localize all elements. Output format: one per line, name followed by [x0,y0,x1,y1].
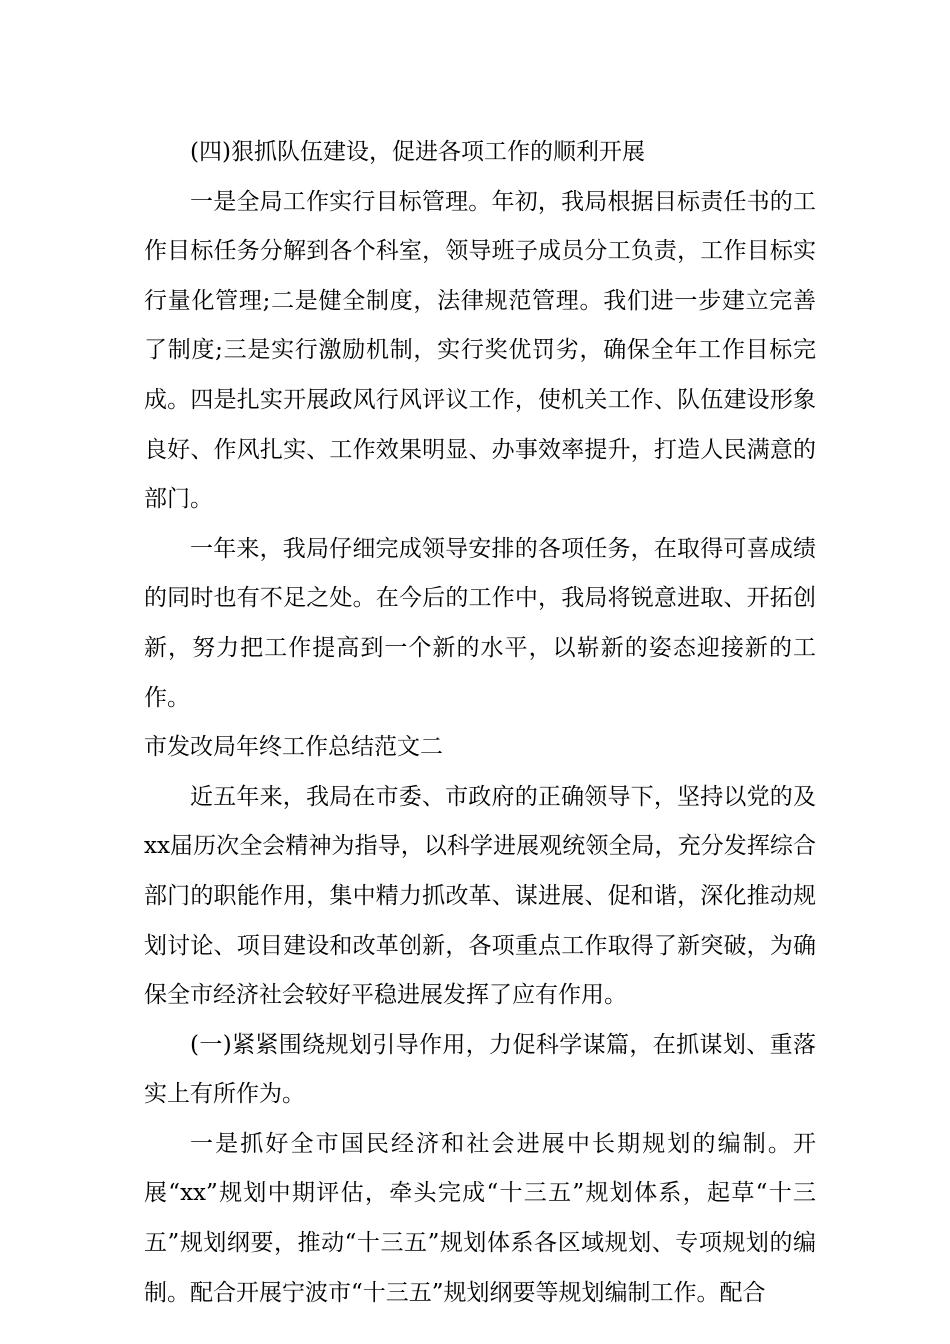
document-body [144,128,816,1318]
paragraph-year-summary: 一年来，我局仔细完成领导安排的各项任务，在取得可喜成绩的同时也有不足之处。在今后的工作中，我局将锐意进取、开拓创新，努力把工作提高到一个新的水平，以崭新的姿态迎接新的工作。 [144,535,816,711]
paragraph-target-management: 一是全局工作实行目标管理。年初，我局根据目标责任书的工作目标任务分解到各个科室，领导班子成员分工负责，工作目标实行量化管理;二是健全制度，法律规范管理。我们进一步建立完善了制度;三是实行激励机制，实行奖优罚劣，确保全年工作目标完成。四是扎实开展政风行风评议工作，使机关工作、队伍建设形象良好、作风扎实、工作效果明显、办事效率提升，打造人民满意的部门。 [144,188,816,513]
section-heading-one: (一)紧紧围绕规划引导作用，力促科学谋篇，在抓谋划、重落实上有所作为。 [144,1031,816,1108]
paragraph-five-years: 近五年来，我局在市委、市政府的正确领导下，坚持以党的及xx届历次全会精神为指导，以科学进展观统领全局，充分发挥综合部门的职能作用，集中精力抓改革、谋进展、促和谐，深化推动规划讨论、项目建设和改革创新，各项重点工作取得了新突破，为确保全市经济社会较好平稳进展发挥了应有作用。 [144,783,816,1009]
paragraph-planning: 一是抓好全市国民经济和社会进展中长期规划的编制。开展“xx”规划中期评估，牵头完成“十三五”规划体系，起草“十三五”规划纲要，推动“十三五”规划体系各区域规划、专项规划的编制。配合开展宁波市“十三五”规划纲要等规划编制工作。配合 [144,1130,816,1306]
section-heading-four: (四)狠抓队伍建设，促进各项工作的顺利开展 [190,139,645,165]
document-subtitle: 市发改局年终工作总结范文二 [144,734,443,761]
